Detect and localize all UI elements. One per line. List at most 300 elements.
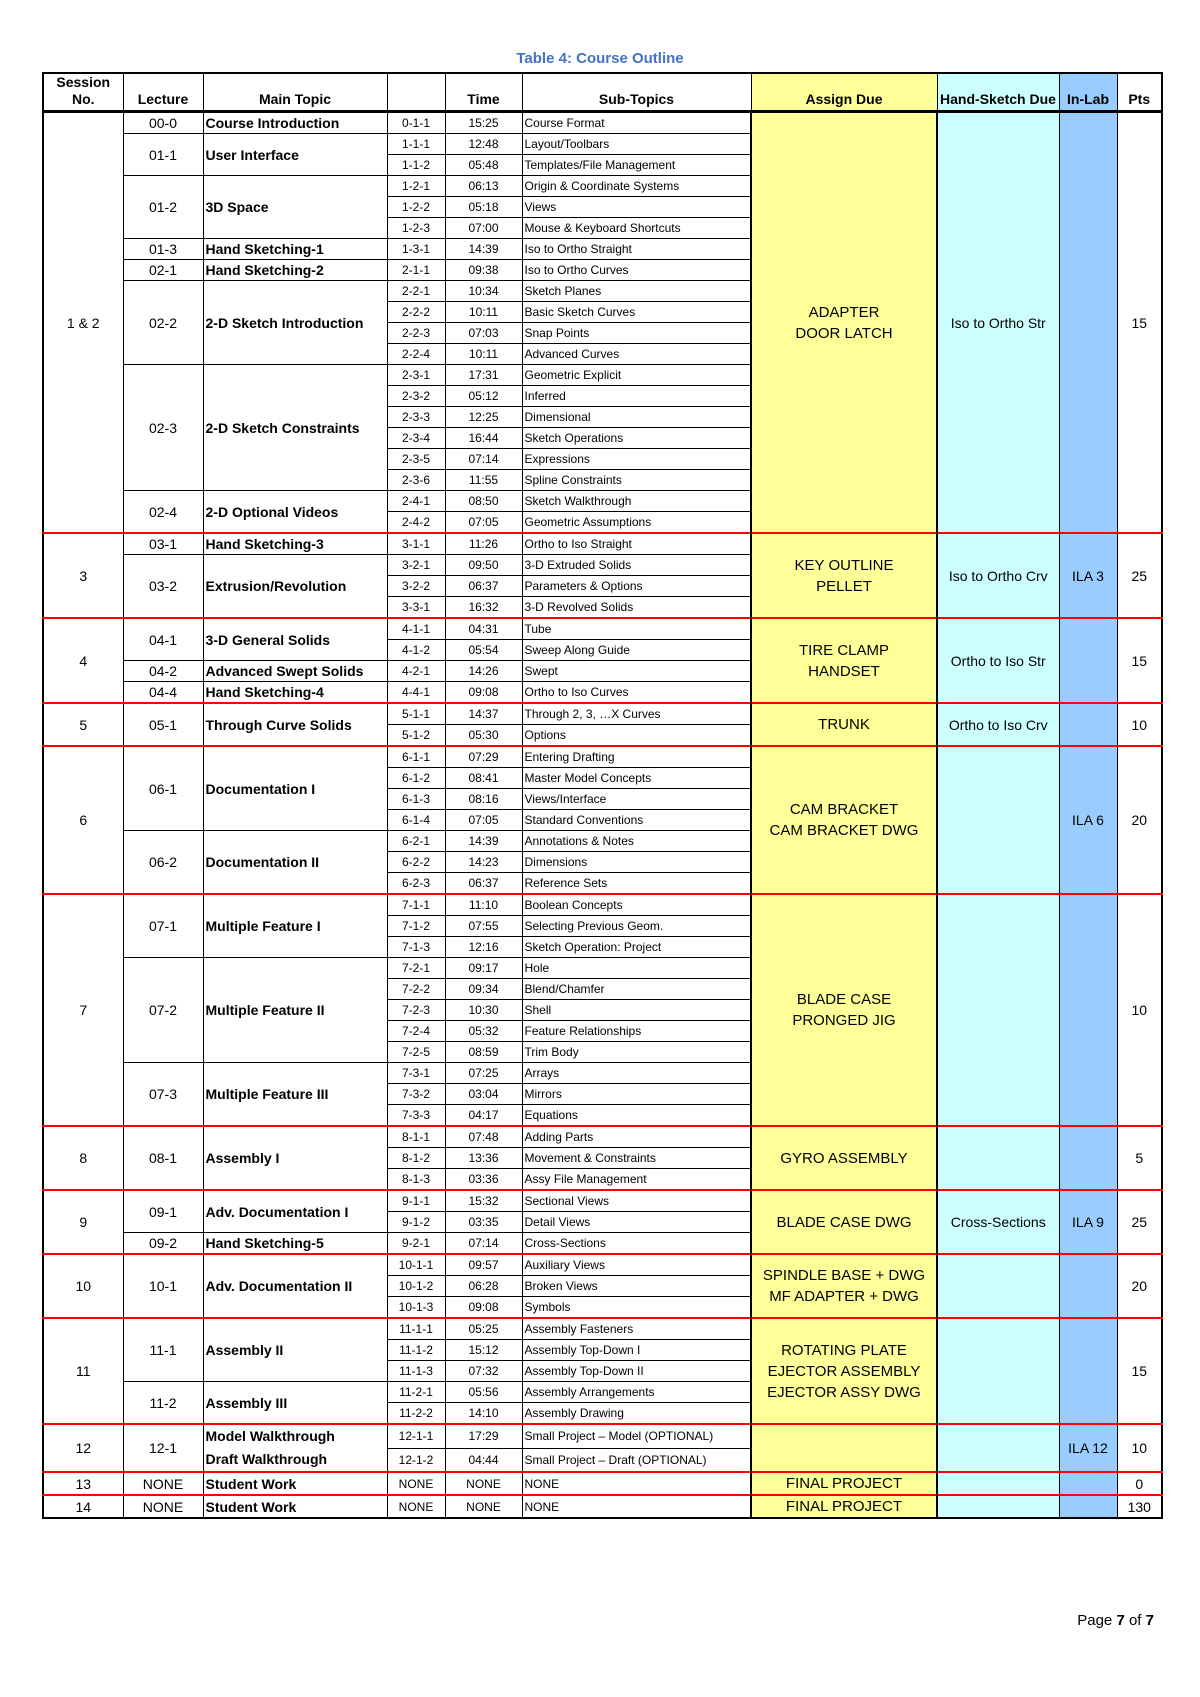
main-topic-cell: Hand Sketching-5 bbox=[203, 1233, 387, 1255]
subtopic-cell: Master Model Concepts bbox=[522, 768, 751, 789]
assign-due-item: CAM BRACKET DWG bbox=[769, 822, 919, 839]
time-cell: 16:32 bbox=[445, 597, 522, 619]
subtopic-cell: Adding Parts bbox=[522, 1126, 751, 1148]
subtopic-cell: Views bbox=[522, 197, 751, 218]
time-cell: 15:25 bbox=[445, 112, 522, 134]
hand-sketch-due-cell bbox=[937, 746, 1059, 894]
in-lab-cell: ILA 9 bbox=[1059, 1190, 1117, 1254]
time-cell: 07:03 bbox=[445, 323, 522, 344]
header-main-topic: Main Topic bbox=[203, 73, 387, 112]
time-cell: 09:34 bbox=[445, 979, 522, 1000]
subtopic-code-cell: 4-1-2 bbox=[387, 640, 445, 661]
footer-of: of bbox=[1128, 1612, 1142, 1629]
time-cell: 09:50 bbox=[445, 555, 522, 576]
time-cell: 12:25 bbox=[445, 407, 522, 428]
subtopic-cell: Standard Conventions bbox=[522, 810, 751, 831]
time-cell: 07:25 bbox=[445, 1063, 522, 1084]
pts-cell: 25 bbox=[1117, 1190, 1162, 1254]
assign-due-item: PRONGED JIG bbox=[792, 1012, 896, 1029]
subtopic-code-cell: 2-2-4 bbox=[387, 344, 445, 365]
subtopic-code-cell: 11-1-1 bbox=[387, 1318, 445, 1340]
subtopic-cell: Iso to Ortho Curves bbox=[522, 260, 751, 281]
time-cell: 03:35 bbox=[445, 1212, 522, 1233]
assign-due-item: FINAL PROJECT bbox=[785, 1475, 903, 1492]
time-cell: 08:59 bbox=[445, 1042, 522, 1063]
lecture-cell: 01-1 bbox=[123, 134, 203, 176]
header-row bbox=[43, 73, 1162, 112]
assign-due-item: EJECTOR ASSEMBLY bbox=[767, 1362, 921, 1380]
pts-cell: 10 bbox=[1117, 894, 1162, 1126]
subtopic-code-cell: 7-1-1 bbox=[387, 894, 445, 916]
lecture-cell: 04-1 bbox=[123, 618, 203, 661]
time-cell: 05:25 bbox=[445, 1318, 522, 1340]
assign-due-cell bbox=[751, 1190, 937, 1254]
subtopic-cell: Assembly Drawing bbox=[522, 1403, 751, 1425]
subtopic-code-cell: 7-2-2 bbox=[387, 979, 445, 1000]
subtopic-code-cell: 5-1-1 bbox=[387, 703, 445, 725]
lecture-cell: 11-1 bbox=[123, 1318, 203, 1382]
time-cell: 07:00 bbox=[445, 218, 522, 239]
time-cell: 04:17 bbox=[445, 1105, 522, 1127]
assign-due-item: ROTATING PLATE bbox=[781, 1341, 907, 1359]
header-subtopics: Sub-Topics bbox=[522, 73, 751, 112]
time-cell: 11:10 bbox=[445, 894, 522, 916]
subtopic-code-cell: 10-1-1 bbox=[387, 1254, 445, 1276]
main-topic-line: Model Walkthrough bbox=[205, 1428, 335, 1444]
subtopic-code-cell: 9-1-2 bbox=[387, 1212, 445, 1233]
lecture-cell: 06-1 bbox=[123, 746, 203, 831]
subtopic-code-cell: 6-1-2 bbox=[387, 768, 445, 789]
subtopic-cell: Assembly Arrangements bbox=[522, 1382, 751, 1403]
time-cell: NONE bbox=[445, 1472, 522, 1495]
hand-sketch-due-cell: Ortho to Iso Str bbox=[937, 618, 1059, 703]
lecture-cell: 07-3 bbox=[123, 1063, 203, 1127]
footer-page: 7 bbox=[1116, 1612, 1125, 1629]
table-row bbox=[43, 746, 1162, 768]
time-cell: 03:36 bbox=[445, 1169, 522, 1191]
subtopic-code-cell: 8-1-3 bbox=[387, 1169, 445, 1191]
subtopic-code-cell: 6-2-1 bbox=[387, 831, 445, 852]
subtopic-cell: Tube bbox=[522, 618, 751, 640]
main-topic-cell: Course Introduction bbox=[203, 112, 387, 134]
subtopic-cell: NONE bbox=[522, 1472, 751, 1495]
lecture-cell: 01-2 bbox=[123, 176, 203, 239]
main-topic-cell: Multiple Feature III bbox=[203, 1063, 387, 1127]
subtopic-code-cell: 6-1-1 bbox=[387, 746, 445, 768]
subtopic-cell: Cross-Sections bbox=[522, 1233, 751, 1255]
subtopic-code-cell: 4-2-1 bbox=[387, 661, 445, 682]
main-topic-line: Draft Walkthrough bbox=[205, 1451, 328, 1467]
subtopic-code-cell: 2-2-3 bbox=[387, 323, 445, 344]
footer-prefix: Page bbox=[1077, 1612, 1113, 1629]
subtopic-cell: NONE bbox=[522, 1495, 751, 1518]
subtopic-cell: Inferred bbox=[522, 386, 751, 407]
hand-sketch-due-cell: Iso to Ortho Str bbox=[937, 112, 1059, 534]
subtopic-code-cell: 9-2-1 bbox=[387, 1233, 445, 1255]
lecture-cell: 10-1 bbox=[123, 1254, 203, 1318]
time-cell: 14:26 bbox=[445, 661, 522, 682]
in-lab-cell bbox=[1059, 1472, 1117, 1495]
session-cell: 9 bbox=[43, 1190, 123, 1254]
session-cell: 8 bbox=[43, 1126, 123, 1190]
lecture-cell: 02-4 bbox=[123, 491, 203, 534]
hand-sketch-due-cell bbox=[937, 1472, 1059, 1495]
assign-due-item: EJECTOR ASSY DWG bbox=[767, 1383, 921, 1401]
session-cell: 6 bbox=[43, 746, 123, 894]
subtopic-cell: Sweep Along Guide bbox=[522, 640, 751, 661]
main-topic-cell: Hand Sketching-3 bbox=[203, 533, 387, 555]
assign-due-item: TIRE CLAMP bbox=[798, 641, 889, 659]
table-row bbox=[43, 1254, 1162, 1276]
subtopic-cell: Assembly Top-Down II bbox=[522, 1361, 751, 1382]
subtopic-cell: Annotations & Notes bbox=[522, 831, 751, 852]
main-topic-cell: 3-D General Solids bbox=[203, 618, 387, 661]
subtopic-cell: Assembly Fasteners bbox=[522, 1318, 751, 1340]
in-lab-cell bbox=[1059, 112, 1117, 534]
time-cell: 10:30 bbox=[445, 1000, 522, 1021]
session-cell: 7 bbox=[43, 894, 123, 1126]
time-cell: 14:39 bbox=[445, 239, 522, 260]
session-cell: 12 bbox=[43, 1424, 123, 1472]
time-cell: 05:12 bbox=[445, 386, 522, 407]
subtopic-cell: Snap Points bbox=[522, 323, 751, 344]
assign-due-item: FINAL PROJECT bbox=[785, 1498, 903, 1515]
session-cell: 3 bbox=[43, 533, 123, 618]
subtopic-code-cell: 2-3-4 bbox=[387, 428, 445, 449]
time-cell: 07:14 bbox=[445, 1233, 522, 1255]
in-lab-cell bbox=[1059, 1254, 1117, 1318]
subtopic-cell: Trim Body bbox=[522, 1042, 751, 1063]
subtopic-cell: Small Project – Draft (OPTIONAL) bbox=[522, 1448, 751, 1472]
subtopic-cell: Movement & Constraints bbox=[522, 1148, 751, 1169]
lecture-cell: 12-1 bbox=[123, 1424, 203, 1472]
subtopic-cell: Equations bbox=[522, 1105, 751, 1127]
time-cell: 08:41 bbox=[445, 768, 522, 789]
lecture-cell: 11-2 bbox=[123, 1382, 203, 1425]
time-cell: 07:48 bbox=[445, 1126, 522, 1148]
subtopic-code-cell: 9-1-1 bbox=[387, 1190, 445, 1212]
main-topic-cell: Adv. Documentation II bbox=[203, 1254, 387, 1318]
subtopic-cell: Basic Sketch Curves bbox=[522, 302, 751, 323]
assign-due-cell bbox=[751, 703, 937, 746]
subtopic-cell: Dimensional bbox=[522, 407, 751, 428]
subtopic-cell: Feature Relationships bbox=[522, 1021, 751, 1042]
time-cell: 14:23 bbox=[445, 852, 522, 873]
assign-due-item: BLADE CASE DWG bbox=[776, 1213, 912, 1231]
subtopic-code-cell: 11-1-3 bbox=[387, 1361, 445, 1382]
time-cell: 05:30 bbox=[445, 725, 522, 747]
main-topic-cell bbox=[203, 1424, 387, 1472]
subtopic-code-cell: 1-2-1 bbox=[387, 176, 445, 197]
in-lab-cell bbox=[1059, 1126, 1117, 1190]
main-topic-cell: 2-D Sketch Introduction bbox=[203, 281, 387, 365]
time-cell: 11:55 bbox=[445, 470, 522, 491]
subtopic-cell: Broken Views bbox=[522, 1276, 751, 1297]
subtopic-code-cell: 7-1-3 bbox=[387, 937, 445, 958]
subtopic-code-cell: 2-4-2 bbox=[387, 512, 445, 534]
page-footer bbox=[1077, 1612, 1154, 1629]
subtopic-code-cell: 3-3-1 bbox=[387, 597, 445, 619]
hand-sketch-due-cell: Cross-Sections bbox=[937, 1190, 1059, 1254]
header-code bbox=[387, 73, 445, 112]
session-cell: 4 bbox=[43, 618, 123, 703]
subtopic-cell: Symbols bbox=[522, 1297, 751, 1319]
in-lab-cell bbox=[1059, 703, 1117, 746]
subtopic-cell: Advanced Curves bbox=[522, 344, 751, 365]
main-topic-cell: Through Curve Solids bbox=[203, 703, 387, 746]
table-caption: Table 4: Course Outline bbox=[516, 50, 684, 67]
time-cell: 07:14 bbox=[445, 449, 522, 470]
table-row bbox=[43, 1472, 1162, 1495]
subtopic-cell: Selecting Previous Geom. bbox=[522, 916, 751, 937]
assign-due-item: TRUNK bbox=[818, 716, 870, 733]
subtopic-code-cell: 7-1-2 bbox=[387, 916, 445, 937]
subtopic-cell: Sketch Operation: Project bbox=[522, 937, 751, 958]
time-cell: 14:39 bbox=[445, 831, 522, 852]
pts-cell: 5 bbox=[1117, 1126, 1162, 1190]
time-cell: 09:08 bbox=[445, 1297, 522, 1319]
time-cell: 07:55 bbox=[445, 916, 522, 937]
time-cell: 10:11 bbox=[445, 302, 522, 323]
time-cell: 15:32 bbox=[445, 1190, 522, 1212]
assign-due-cell bbox=[751, 894, 937, 1126]
header-in-lab: In-Lab bbox=[1059, 73, 1117, 112]
main-topic-cell: 3D Space bbox=[203, 176, 387, 239]
subtopic-cell: 3-D Extruded Solids bbox=[522, 555, 751, 576]
main-topic-cell: Assembly I bbox=[203, 1126, 387, 1190]
main-topic-cell: Assembly II bbox=[203, 1318, 387, 1382]
assign-due-cell bbox=[751, 1318, 937, 1424]
in-lab-cell: ILA 12 bbox=[1059, 1424, 1117, 1472]
table-row bbox=[43, 1318, 1162, 1340]
lecture-cell: 02-3 bbox=[123, 365, 203, 491]
time-cell: 05:56 bbox=[445, 1382, 522, 1403]
in-lab-cell: ILA 3 bbox=[1059, 533, 1117, 618]
time-cell: 09:38 bbox=[445, 260, 522, 281]
subtopic-cell: Options bbox=[522, 725, 751, 747]
hand-sketch-due-cell bbox=[937, 894, 1059, 1126]
pts-cell: 25 bbox=[1117, 533, 1162, 618]
lecture-cell: 02-1 bbox=[123, 260, 203, 281]
pts-cell: 10 bbox=[1117, 703, 1162, 746]
main-topic-cell: Multiple Feature II bbox=[203, 958, 387, 1063]
main-topic-cell: Adv. Documentation I bbox=[203, 1190, 387, 1233]
time-cell: 08:16 bbox=[445, 789, 522, 810]
time-cell: 05:18 bbox=[445, 197, 522, 218]
subtopic-cell: Sectional Views bbox=[522, 1190, 751, 1212]
subtopic-cell: Blend/Chamfer bbox=[522, 979, 751, 1000]
table-row bbox=[43, 112, 1162, 134]
table-row bbox=[43, 1190, 1162, 1212]
subtopic-cell: Layout/Toolbars bbox=[522, 134, 751, 155]
assign-due-item: MF ADAPTER + DWG bbox=[769, 1288, 919, 1305]
subtopic-cell: Auxiliary Views bbox=[522, 1254, 751, 1276]
in-lab-cell bbox=[1059, 1495, 1117, 1518]
subtopic-cell: Boolean Concepts bbox=[522, 894, 751, 916]
time-cell: 05:32 bbox=[445, 1021, 522, 1042]
subtopic-code-cell: 7-3-2 bbox=[387, 1084, 445, 1105]
in-lab-cell bbox=[1059, 894, 1117, 1126]
lecture-cell: 09-2 bbox=[123, 1233, 203, 1255]
subtopic-code-cell: 4-4-1 bbox=[387, 682, 445, 704]
lecture-cell: 06-2 bbox=[123, 831, 203, 895]
subtopic-code-cell: 2-2-1 bbox=[387, 281, 445, 302]
header-pts: Pts bbox=[1117, 73, 1162, 112]
lecture-cell: NONE bbox=[123, 1495, 203, 1518]
lecture-cell: 04-2 bbox=[123, 661, 203, 682]
assign-due-cell bbox=[751, 618, 937, 703]
subtopic-cell: Arrays bbox=[522, 1063, 751, 1084]
main-topic-cell: Documentation II bbox=[203, 831, 387, 895]
hand-sketch-due-cell: Ortho to Iso Crv bbox=[937, 703, 1059, 746]
assign-due-item: GYRO ASSEMBLY bbox=[780, 1149, 908, 1167]
header-hand-sketch-due: Hand-Sketch Due bbox=[937, 73, 1059, 112]
time-cell: 06:28 bbox=[445, 1276, 522, 1297]
subtopic-cell: Small Project – Model (OPTIONAL) bbox=[522, 1424, 751, 1448]
lecture-cell: 08-1 bbox=[123, 1126, 203, 1190]
header-session: Session No. bbox=[43, 73, 123, 112]
subtopic-code-cell: 3-2-1 bbox=[387, 555, 445, 576]
subtopic-code-cell: 2-3-5 bbox=[387, 449, 445, 470]
table-row bbox=[43, 703, 1162, 725]
subtopic-code-cell: 0-1-1 bbox=[387, 112, 445, 134]
subtopic-cell: Sketch Walkthrough bbox=[522, 491, 751, 512]
main-topic-cell: Hand Sketching-4 bbox=[203, 682, 387, 704]
assign-due-item: KEY OUTLINE bbox=[794, 556, 894, 574]
pts-cell: 10 bbox=[1117, 1424, 1162, 1472]
subtopic-cell: Iso to Ortho Straight bbox=[522, 239, 751, 260]
in-lab-cell: ILA 6 bbox=[1059, 746, 1117, 894]
session-cell: 10 bbox=[43, 1254, 123, 1318]
lecture-cell: 00-0 bbox=[123, 112, 203, 134]
subtopic-code-cell: 6-1-4 bbox=[387, 810, 445, 831]
main-topic-cell: 2-D Optional Videos bbox=[203, 491, 387, 534]
assign-due-item: PELLET bbox=[816, 577, 872, 595]
main-topic-cell: Multiple Feature I bbox=[203, 894, 387, 958]
subtopic-cell: Expressions bbox=[522, 449, 751, 470]
time-cell: 07:05 bbox=[445, 512, 522, 534]
assign-due-cell bbox=[751, 1254, 937, 1318]
subtopic-cell: Parameters & Options bbox=[522, 576, 751, 597]
hand-sketch-due-cell bbox=[937, 1254, 1059, 1318]
time-cell: 17:29 bbox=[445, 1424, 522, 1448]
footer-total: 7 bbox=[1145, 1612, 1154, 1629]
in-lab-cell bbox=[1059, 1318, 1117, 1424]
subtopic-code-cell: 2-3-3 bbox=[387, 407, 445, 428]
assign-due-item: CAM BRACKET bbox=[789, 801, 899, 818]
subtopic-code-cell: 12-1-1 bbox=[387, 1424, 445, 1448]
time-cell: 17:31 bbox=[445, 365, 522, 386]
subtopic-code-cell: 7-3-3 bbox=[387, 1105, 445, 1127]
subtopic-cell: Spline Constraints bbox=[522, 470, 751, 491]
time-cell: 07:05 bbox=[445, 810, 522, 831]
time-cell: 03:04 bbox=[445, 1084, 522, 1105]
time-cell: 16:44 bbox=[445, 428, 522, 449]
main-topic-cell: Documentation I bbox=[203, 746, 387, 831]
subtopic-cell: Course Format bbox=[522, 112, 751, 134]
main-topic-cell: 2-D Sketch Constraints bbox=[203, 365, 387, 491]
main-topic-cell: Student Work bbox=[203, 1472, 387, 1495]
subtopic-cell: 3-D Revolved Solids bbox=[522, 597, 751, 619]
session-cell: 13 bbox=[43, 1472, 123, 1495]
time-cell: 10:11 bbox=[445, 344, 522, 365]
subtopic-cell: Sketch Operations bbox=[522, 428, 751, 449]
pts-cell: 20 bbox=[1117, 1254, 1162, 1318]
subtopic-cell: Mouse & Keyboard Shortcuts bbox=[522, 218, 751, 239]
lecture-cell: 07-2 bbox=[123, 958, 203, 1063]
subtopic-code-cell: 11-1-2 bbox=[387, 1340, 445, 1361]
hand-sketch-due-cell: Iso to Ortho Crv bbox=[937, 533, 1059, 618]
assign-due-item: BLADE CASE bbox=[796, 991, 892, 1008]
subtopic-code-cell: 12-1-2 bbox=[387, 1448, 445, 1472]
time-cell: 05:54 bbox=[445, 640, 522, 661]
subtopic-code-cell: 8-1-1 bbox=[387, 1126, 445, 1148]
subtopic-code-cell: 10-1-3 bbox=[387, 1297, 445, 1319]
hand-sketch-due-cell bbox=[937, 1495, 1059, 1518]
subtopic-code-cell: 1-1-1 bbox=[387, 134, 445, 155]
time-cell: 06:37 bbox=[445, 873, 522, 895]
lecture-cell: NONE bbox=[123, 1472, 203, 1495]
subtopic-code-cell: 11-2-1 bbox=[387, 1382, 445, 1403]
session-cell: 5 bbox=[43, 703, 123, 746]
subtopic-code-cell: 2-1-1 bbox=[387, 260, 445, 281]
table-row bbox=[43, 894, 1162, 916]
subtopic-cell: Assembly Top-Down I bbox=[522, 1340, 751, 1361]
subtopic-code-cell: 6-1-3 bbox=[387, 789, 445, 810]
assign-due-cell bbox=[751, 1495, 937, 1518]
pts-cell: 130 bbox=[1117, 1495, 1162, 1518]
session-cell: 11 bbox=[43, 1318, 123, 1424]
pts-cell: 15 bbox=[1117, 112, 1162, 534]
subtopic-code-cell: 7-2-4 bbox=[387, 1021, 445, 1042]
hand-sketch-due-cell bbox=[937, 1126, 1059, 1190]
time-cell: 07:32 bbox=[445, 1361, 522, 1382]
subtopic-code-cell: 7-2-3 bbox=[387, 1000, 445, 1021]
header-assign-due: Assign Due bbox=[751, 73, 937, 112]
session-cell: 14 bbox=[43, 1495, 123, 1518]
time-cell: 07:29 bbox=[445, 746, 522, 768]
time-cell: 13:36 bbox=[445, 1148, 522, 1169]
hand-sketch-due-cell bbox=[937, 1424, 1059, 1472]
time-cell: 14:37 bbox=[445, 703, 522, 725]
time-cell: 12:16 bbox=[445, 937, 522, 958]
subtopic-cell: Shell bbox=[522, 1000, 751, 1021]
lecture-cell: 07-1 bbox=[123, 894, 203, 958]
subtopic-code-cell: 7-2-5 bbox=[387, 1042, 445, 1063]
table-row bbox=[43, 1126, 1162, 1148]
lecture-cell: 03-1 bbox=[123, 533, 203, 555]
subtopic-code-cell: 7-2-1 bbox=[387, 958, 445, 979]
subtopic-code-cell: 2-4-1 bbox=[387, 491, 445, 512]
time-cell: 11:26 bbox=[445, 533, 522, 555]
course-outline-table bbox=[42, 72, 1163, 1519]
pts-cell: 0 bbox=[1117, 1472, 1162, 1495]
subtopic-code-cell: 6-2-2 bbox=[387, 852, 445, 873]
main-topic-cell: Extrusion/Revolution bbox=[203, 555, 387, 619]
time-cell: 09:08 bbox=[445, 682, 522, 704]
time-cell: 12:48 bbox=[445, 134, 522, 155]
subtopic-code-cell: 4-1-1 bbox=[387, 618, 445, 640]
subtopic-cell: Dimensions bbox=[522, 852, 751, 873]
subtopic-code-cell: 7-3-1 bbox=[387, 1063, 445, 1084]
in-lab-cell bbox=[1059, 618, 1117, 703]
pts-cell: 15 bbox=[1117, 618, 1162, 703]
pts-cell: 20 bbox=[1117, 746, 1162, 894]
subtopic-code-cell: 1-2-2 bbox=[387, 197, 445, 218]
subtopic-cell: Views/Interface bbox=[522, 789, 751, 810]
time-cell: 06:13 bbox=[445, 176, 522, 197]
session-cell: 1 & 2 bbox=[43, 112, 123, 534]
